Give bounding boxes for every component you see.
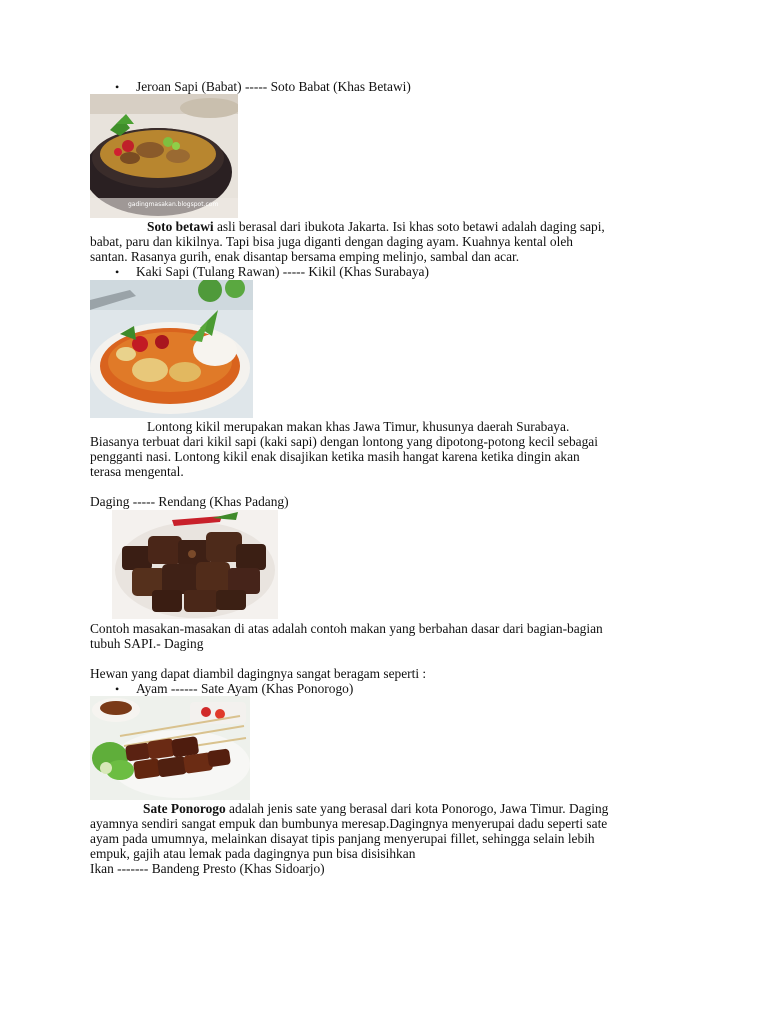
bullet-marker: • [115, 265, 120, 279]
paragraph-summary-line-2: tubuh SAPI.- Daging [90, 636, 204, 651]
paragraph-kikil-line-2: Biasanya terbuat dari kikil sapi (kaki sapi) dengan lontong yang dipotong-potong kecil sebagai [90, 434, 598, 449]
list-item-sate-ayam: Ayam ------ Sate Ayam (Khas Ponorogo) [136, 681, 354, 696]
paragraph-soto-betawi-line-3: santan. Rasanya gurih, enak disantap bersama emping melinjo, sambal dan acar. [90, 249, 520, 264]
paragraph-soto-betawi-line-2: babat, paru dan kikilnya. Tapi bisa juga diganti dengan daging ayam. Kuahnya kental oleh [90, 234, 573, 249]
paragraph-text: adalah jenis sate yang berasal dari kota Ponorogo, Jawa Timur. Daging [225, 801, 609, 816]
paragraph-intro: Hewan yang dapat diambil dagingnya sangat beragam seperti : [90, 666, 427, 681]
paragraph-kikil-line-3: pengganti nasi. Lontong kikil enak disajikan ketika masih hangat karena ketika dingin akan [90, 449, 580, 464]
paragraph-summary-line-1: Contoh masakan-masakan di atas adalah contoh makan yang berbahan dasar dari bagian-bagian [90, 621, 603, 636]
list-item-kikil: Kaki Sapi (Tulang Rawan) ----- Kikil (Khas Surabaya) [136, 264, 429, 279]
heading-rendang: Daging ----- Rendang (Khas Padang) [90, 494, 289, 509]
soto-betawi-image [90, 94, 238, 218]
bullet-marker: • [115, 682, 120, 696]
paragraph-kikil-line-1: Lontong kikil merupakan makan khas Jawa Timur, khusunya daerah Surabaya. [147, 419, 570, 434]
paragraph-sate-line-4: empuk, gajih atau lemak pada dagingnya pun bisa disisihkan [90, 846, 416, 861]
rendang-image [112, 510, 278, 619]
heading-bandeng-presto: Ikan ------- Bandeng Presto (Khas Sidoarjo) [90, 861, 325, 876]
sate-ponorogo-image [90, 696, 250, 800]
list-item-soto-babat: Jeroan Sapi (Babat) ----- Soto Babat (Khas Betawi) [136, 79, 411, 94]
paragraph-sate-line-3: ayam pada umumnya, melainkan disayat tipis panjang menyerupai fillet, sehingga selain lebih [90, 831, 595, 846]
bullet-marker: • [115, 80, 120, 94]
soto-betawi-term: Soto betawi [147, 219, 214, 234]
paragraph-soto-betawi-line-1 [147, 219, 605, 234]
sate-ponorogo-term: Sate Ponorogo [143, 801, 226, 816]
paragraph-text: asli berasal dari ibukota Jakarta. Isi khas soto betawi adalah daging sapi, [213, 219, 605, 234]
lontong-kikil-image [90, 280, 253, 418]
paragraph-sate-line-1 [143, 801, 608, 816]
paragraph-sate-line-2: ayamnya sendiri sangat empuk dan bumbunya meresap.Dagingnya menyerupai dadu seperti sate [90, 816, 608, 831]
image-watermark: gadingmasakan.blogspot.com [128, 201, 219, 208]
paragraph-kikil-line-4: terasa mengental. [90, 464, 184, 479]
